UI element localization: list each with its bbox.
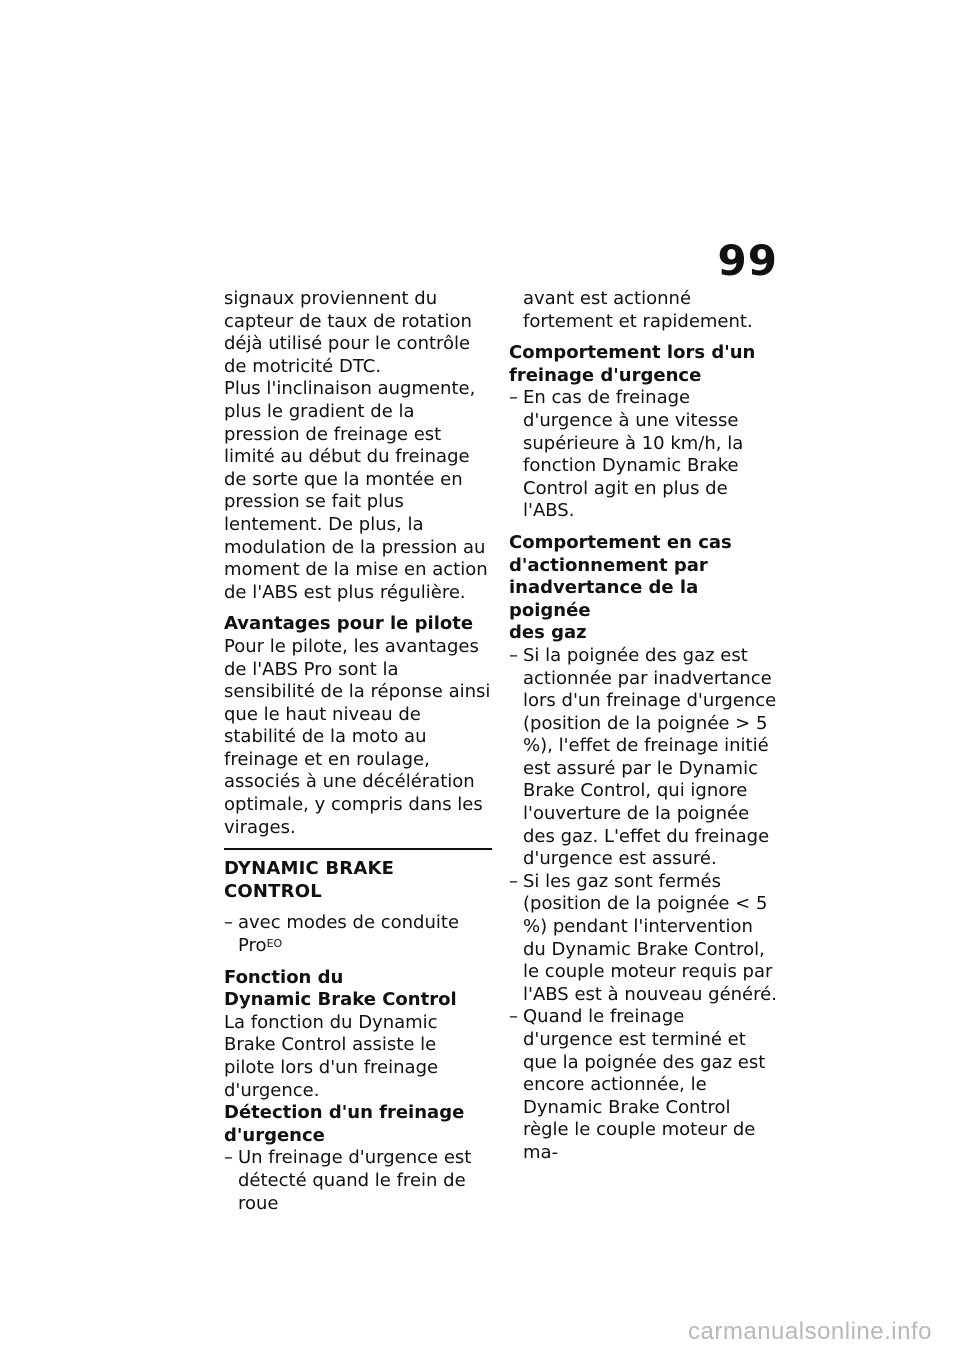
- paragraph-avantages: Pour le pilote, les avantages de l'ABS Pro sont la sensibilité de la réponse ainsi que le haut niveau de stabilité de la moto au freinage et en roulage, associés à une décélération optimale, y compris dans les virages.: [224, 635, 491, 838]
- heading-inadvertance-line2: d'actionnement par: [509, 554, 708, 576]
- list-item-detection: [224, 1147, 492, 1215]
- list-item-inadvertance-3: [509, 1006, 779, 1164]
- heading-detection-line2: d'urgence: [224, 1124, 325, 1146]
- list-item-inadvertance-2: [509, 871, 779, 1007]
- dash-bullet: –: [509, 870, 518, 892]
- right-column: [509, 288, 779, 1165]
- inadvertance-text-1: Si la poignée des gaz est actionnée par inadvertance lors d'un freinage d'urgence (position de la poignée > 5 %), l'effet de freinage initié est assuré par le Dynamic Brake Control, qui ignore l'ouverture de la poignée des gaz. L'effet du freinage d'urgence est assuré.: [523, 644, 777, 870]
- paragraph-fonction: La fonction du Dynamic Brake Control assiste le pilote lors d'un freinage d'urgence.: [224, 1011, 439, 1101]
- continued-text: avant est actionné fortement et rapidement.: [523, 288, 753, 332]
- heading-inadvertance-line3: inadvertance de la poignée: [509, 577, 699, 621]
- watermark: carmanualsonline.info: [688, 1318, 932, 1345]
- heading-inadvertance-line1: Comportement en cas: [509, 531, 732, 553]
- comportement-text: En cas de freinage d'urgence à une vitesse supérieure à 10 km/h, la fonction Dynamic Brake Control agit en plus de l'ABS.: [523, 387, 744, 522]
- heading-avantages: Avantages pour le pilote: [224, 613, 474, 635]
- option-superscript: EO: [266, 937, 283, 951]
- heading-fonction-line2: Dynamic Brake Control: [224, 989, 457, 1011]
- modes-text: avec modes de conduite Pro: [238, 912, 460, 957]
- heading-inadvertance-line4: des gaz: [509, 622, 587, 644]
- inadvertance-text-2: Si les gaz sont fermés (position de la poignée < 5 %) pendant l'intervention du Dynamic Brake Control, le couple moteur requis par l'ABS est à nouveau généré.: [523, 870, 777, 1005]
- left-column: [224, 288, 492, 1215]
- list-item-modes: [224, 912, 492, 957]
- list-item-comportement: [509, 387, 779, 523]
- page-number: 99: [717, 236, 778, 285]
- heading-comportement-line2: freinage d'urgence: [509, 364, 702, 386]
- paragraph-inclination: Plus l'inclinaison augmente, plus le gradient de la pression de freinage est limité au début du freinage de sorte que la montée en pression se fait plus lentement. De plus, la modulation de la pression au moment de la mise en action de l'ABS est plus régulière.: [224, 378, 488, 603]
- list-item-inadvertance-1: [509, 645, 779, 871]
- heading-fonction-line1: Fonction du: [224, 966, 344, 988]
- heading-detection-line1: Détection d'un freinage: [224, 1102, 465, 1124]
- detection-text: Un freinage d'urgence est détecté quand le frein de roue: [238, 1147, 472, 1214]
- dash-bullet: –: [224, 1147, 233, 1169]
- dash-bullet: –: [509, 387, 518, 409]
- section-title: DYNAMIC BRAKE CONTROL: [224, 848, 492, 903]
- dash-bullet: –: [509, 1006, 518, 1028]
- paragraph-sensor: signaux proviennent du capteur de taux de rotation déjà utilisé pour le contrôle de motricité DTC.: [224, 288, 472, 377]
- heading-comportement-line1: Comportement lors d'un: [509, 342, 756, 364]
- dash-bullet: –: [224, 912, 233, 934]
- dash-bullet: –: [509, 644, 518, 666]
- inadvertance-text-3: Quand le freinage d'urgence est terminé et que la poignée des gaz est encore actionnée, le Dynamic Brake Control règle le couple moteur de ma-: [523, 1006, 766, 1163]
